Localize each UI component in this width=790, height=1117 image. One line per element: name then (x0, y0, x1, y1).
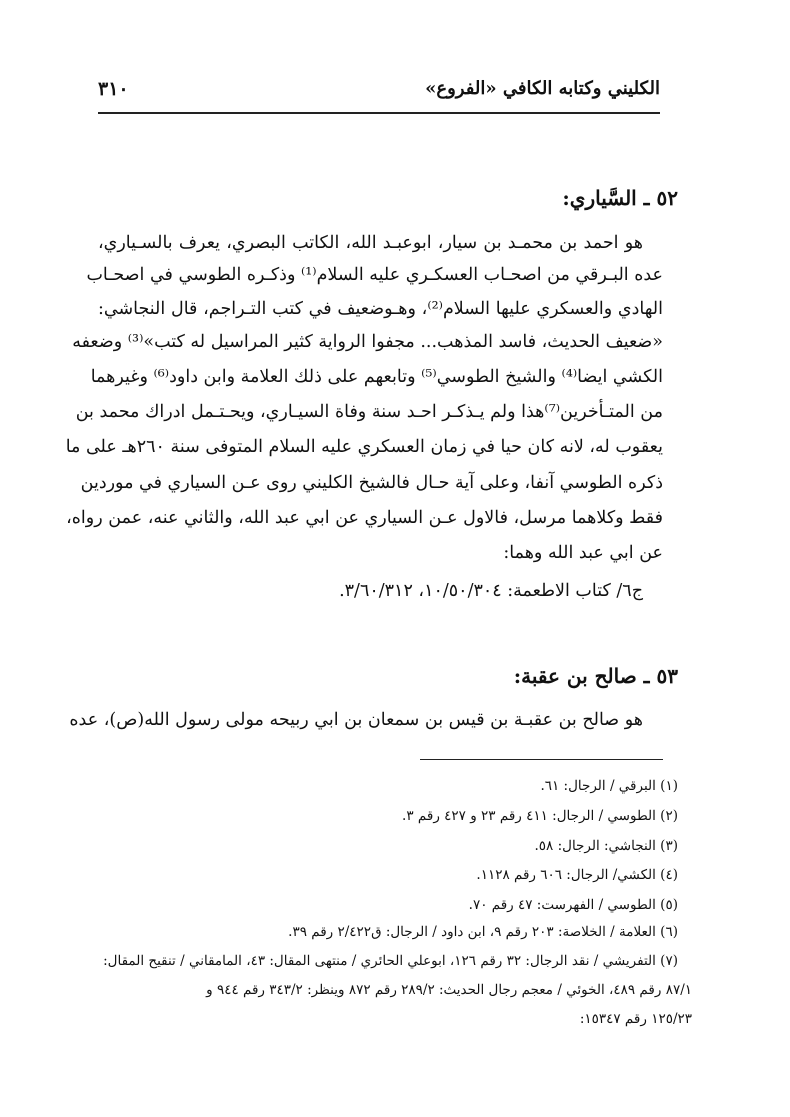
footnote-7: (٧) التفريشي / نقد الرجال: ٣٢ رقم ١٢٦، ابوعلي الحائري / منتهى المقال: ٤٣، المامقاني / تنقيح المقال: (103, 953, 678, 969)
footnote-4: (٤) الكشي/ الرجال: ٦٠٦ رقم ١١٢٨. (476, 867, 678, 883)
entry-53-heading: ٥٣ ـ صالح بن عقبة: (513, 664, 678, 688)
entry-52-line: الهادي والعسكري عليها السلام⁽²⁾، وهـوضعيف في كتب التـراجم، قال النجاشي: (98, 299, 663, 319)
footnote-2: (٢) الطوسي / الرجال: ٤١١ رقم ٢٣ و ٤٢٧ رقم ٣. (402, 808, 678, 824)
entry-52-reference: ج٦/ كتاب الاطعمة: ١٠/٥٠/٣٠٤، ٣/٦٠/٣١٢. (339, 581, 643, 601)
page-number: ٣١٠ (98, 78, 129, 100)
entry-52-line: الكشي ايضا⁽⁴⁾ والشيخ الطوسي⁽⁵⁾ وتابعهم على ذلك العلامة وابن داود⁽⁶⁾ وغيرهما (90, 367, 663, 387)
entry-52-line: من المتـأخرين⁽⁷⁾هذا ولم يـذكـر احـد سنة وفاة السيـاري، ويحـتـمل ادراك محمد بن (75, 402, 663, 422)
entry-53-line: هو صالح بن عقبـة بن قيس بن سمعان بن ابي ربيحه مولى رسول الله(ص)، عده (69, 710, 643, 730)
footnote-6: (٦) العلامة / الخلاصة: ٢٠٣ رقم ٩، ابن داود / الرجال: ق٢/٤٢٢ رقم ٣٩. (288, 924, 678, 940)
footnote-3: (٣) النجاشي: الرجال: ٥٨. (534, 838, 678, 854)
footnote-1: (١) البرقي / الرجال: ٦١. (540, 778, 678, 794)
footnote-5: (٥) الطوسي / الفهرست: ٤٧ رقم ٧٠. (468, 897, 678, 913)
entry-52-line: فقط وكلاهما مرسل، فالاول عـن السياري عن ابي عبد الله، والثاني عنه، عمن رواه، (66, 508, 663, 528)
entry-52-line: «ضعيف الحديث، فاسد المذهب... مجفوا الرواية كثير المراسيل له كتب»⁽³⁾ وضعفه (72, 332, 663, 352)
footnote-divider (420, 759, 663, 760)
page-header (98, 78, 660, 112)
entry-52-line: يعقوب له، لانه كان حيا في زمان العسكري عليه السلام المتوفى سنة ٢٦٠هـ على ما (65, 437, 663, 457)
entry-52-line: عن ابي عبد الله وهما: (503, 543, 663, 563)
footnote-7-continuation: ٨٧/١ رقم ٤٨٩، الخوئي / معجم رجال الحديث: ٢٨٩/٢ رقم ٨٧٢ وينظر: ٣٤٣/٢ رقم ٩٤٤ و (206, 982, 692, 998)
entry-52-line: عده البـرقي من اصحـاب العسكـري عليه السلام⁽¹⁾ وذكـره الطوسي في اصحـاب (86, 265, 663, 285)
header-divider (98, 112, 660, 114)
entry-52-heading: ٥٢ ـ السَّياري: (562, 186, 678, 210)
running-title: الكليني وكتابه الكافي «الفروع» (425, 78, 660, 99)
entry-52-line: ذكره الطوسي آنفا، وعلى آية حـال فالشيخ الكليني روى عـن السياري في موردين (80, 473, 663, 493)
entry-52-line: هو احمد بن محمـد بن سيار، ابوعبـد الله، الكاتب البصري، يعرف بالسـياري، (98, 233, 643, 253)
footnote-7-continuation: ١٢٥/٢٣ رقم ١٥٣٤٧: (579, 1011, 692, 1027)
